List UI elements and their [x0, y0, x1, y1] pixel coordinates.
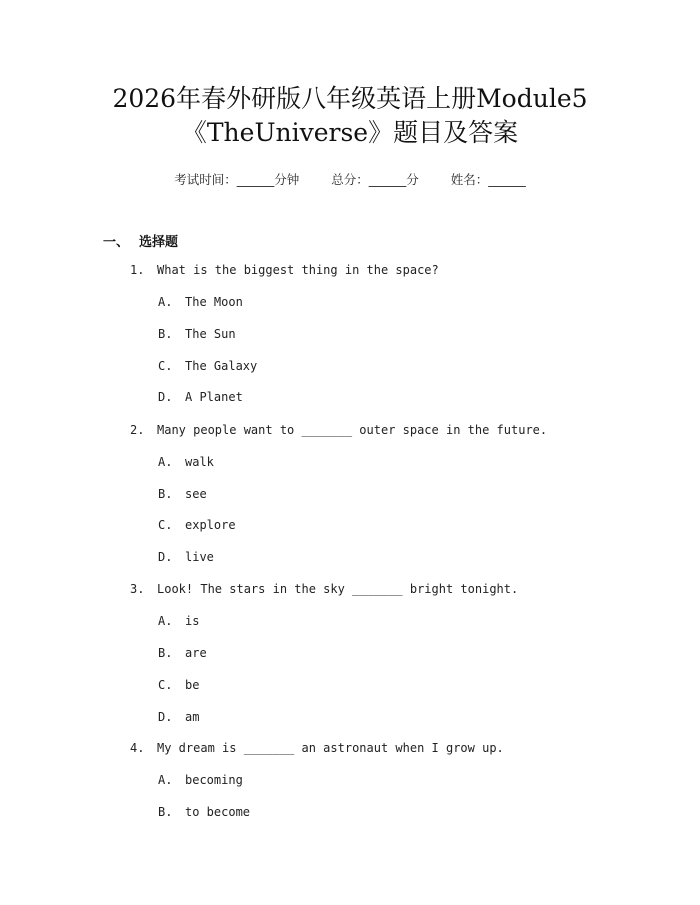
section-number: 一、 — [103, 235, 130, 250]
question-text: Look! The stars in the sky _______ bright tonight. — [157, 582, 519, 596]
option-text: be — [185, 678, 200, 692]
question-4-option-a — [158, 772, 243, 788]
question-text: Many people want to _______ outer space in the future. — [157, 423, 548, 437]
question-2-option-a — [158, 454, 214, 470]
question-number: 1. — [130, 263, 145, 277]
option-letter: A. — [158, 455, 173, 469]
option-text: am — [185, 710, 200, 724]
option-letter: A. — [158, 295, 173, 309]
question-3-option-b — [158, 645, 207, 661]
question-1-option-c — [158, 358, 257, 374]
option-letter: A. — [158, 773, 173, 787]
option-letter: C. — [158, 518, 173, 532]
option-text: are — [185, 646, 207, 660]
question-2-option-d — [158, 549, 214, 565]
option-text: is — [185, 614, 200, 628]
exam-time: 考试时间：______分钟 — [174, 172, 300, 187]
question-1-option-d — [158, 389, 243, 405]
title-line-1: 2026年春外研版八年级英语上册Module5 — [112, 84, 588, 113]
question-text: My dream is _______ an astronaut when I grow up. — [157, 741, 504, 755]
question-4-option-b — [158, 804, 250, 820]
question-2-option-b — [158, 486, 207, 502]
option-text: The Galaxy — [185, 359, 258, 373]
option-letter: D. — [158, 710, 173, 724]
question-3-option-d — [158, 709, 199, 725]
option-text: The Sun — [185, 327, 236, 341]
option-letter: B. — [158, 487, 173, 501]
question-1 — [130, 262, 439, 278]
section-title: 选择题 — [139, 235, 179, 250]
question-text: What is the biggest thing in the space? — [157, 263, 439, 277]
option-text: walk — [185, 455, 214, 469]
exam-meta — [0, 170, 700, 188]
question-number: 3. — [130, 582, 145, 596]
option-letter: B. — [158, 805, 173, 819]
exam-score: 总分：______分 — [331, 172, 419, 187]
title-line-2: 《TheUniverse》题目及答案 — [181, 118, 519, 147]
option-letter: D. — [158, 550, 173, 564]
question-3-option-c — [158, 677, 199, 693]
option-text: The Moon — [185, 295, 243, 309]
section-heading — [103, 231, 178, 250]
exam-name: 姓名：______ — [450, 172, 526, 187]
option-text: A Planet — [185, 390, 243, 404]
question-3-option-a — [158, 613, 199, 629]
option-letter: B. — [158, 646, 173, 660]
page-title — [0, 82, 700, 150]
question-number: 2. — [130, 423, 145, 437]
question-4 — [130, 740, 504, 756]
question-number: 4. — [130, 741, 145, 755]
option-text: see — [185, 487, 207, 501]
option-letter: D. — [158, 390, 173, 404]
option-letter: C. — [158, 678, 173, 692]
option-text: becoming — [185, 773, 243, 787]
option-text: to become — [185, 805, 251, 819]
option-text: live — [185, 550, 214, 564]
question-3 — [130, 581, 518, 597]
question-1-option-a — [158, 294, 243, 310]
option-letter: C. — [158, 359, 173, 373]
option-letter: A. — [158, 614, 173, 628]
option-text: explore — [185, 518, 236, 532]
question-2 — [130, 422, 547, 438]
question-2-option-c — [158, 517, 236, 533]
question-1-option-b — [158, 326, 236, 342]
option-letter: B. — [158, 327, 173, 341]
